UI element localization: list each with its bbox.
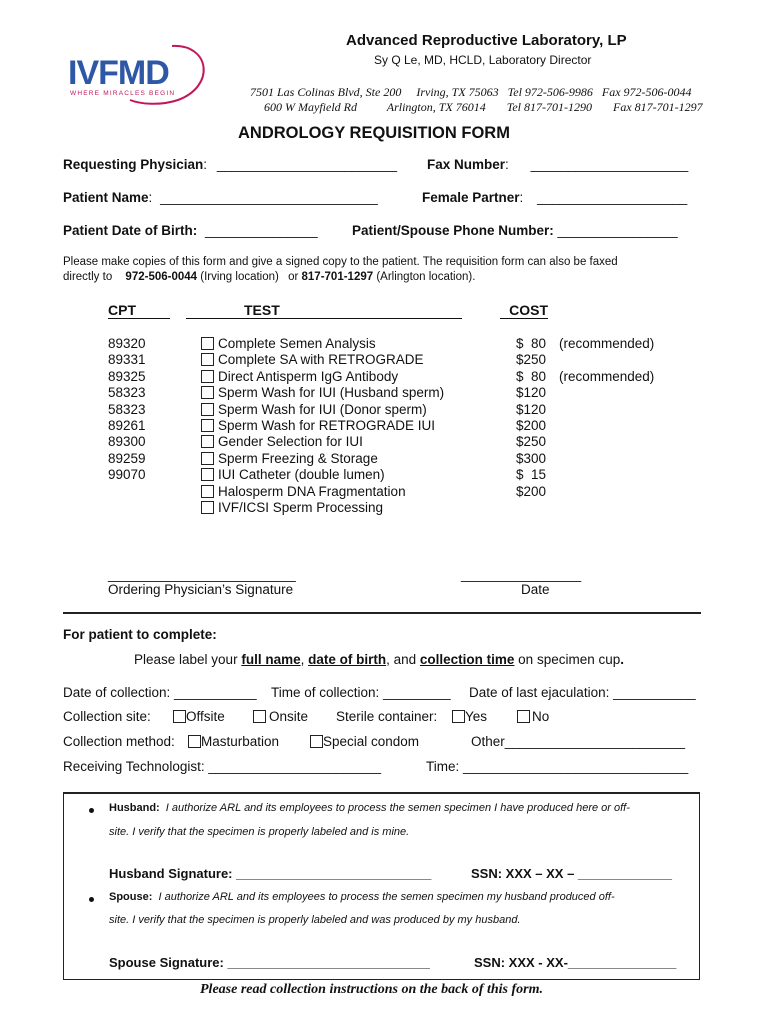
logo xyxy=(60,38,210,108)
test-label: Sperm Wash for IUI (Donor sperm) xyxy=(218,401,427,417)
spouse-signature-field[interactable]: Spouse Signature: ____________________________ xyxy=(109,955,430,970)
test-item[interactable] xyxy=(201,418,435,433)
yes-label: Yes xyxy=(465,709,488,724)
test-cost: $120 xyxy=(516,385,547,401)
test-item[interactable] xyxy=(201,385,444,400)
section-divider xyxy=(63,612,701,614)
logo-brand: IVFMD xyxy=(68,54,169,92)
receiving-technologist-field[interactable]: Receiving Technologist: _______________________ xyxy=(63,759,382,774)
label-period: . xyxy=(620,652,624,667)
instructions-line1: Please make copies of this form and give a signed copy to the patient. The requisition form can also be faxed xyxy=(63,256,618,268)
physician-signature-line[interactable]: _________________________ xyxy=(108,567,296,582)
onsite-label: Onsite xyxy=(269,709,309,724)
form-title: ANDROLOGY REQUISITION FORM xyxy=(238,124,510,142)
label-instruction-pre: Please label your xyxy=(134,652,242,667)
test-label: IVF/ICSI Sperm Processing xyxy=(218,500,384,515)
special-condom-option[interactable] xyxy=(310,734,419,749)
test-label: IUI Catheter (double lumen) xyxy=(218,467,385,483)
test-item[interactable] xyxy=(201,467,385,482)
husband-consent-label: Husband: xyxy=(109,802,160,814)
test-checkbox[interactable] xyxy=(201,353,214,366)
patient-name-row xyxy=(63,190,378,205)
fax-irving: 972-506-0044 xyxy=(125,271,198,283)
arlington-location: (Arlington location). xyxy=(376,271,476,283)
fax-number-label: Fax Number xyxy=(427,157,506,172)
date-label: Date xyxy=(521,582,550,597)
test-label: Complete SA with RETROGRADE xyxy=(218,352,424,368)
other-method-field[interactable]: Other________________________ xyxy=(471,734,685,749)
no-label: No xyxy=(532,709,550,724)
irving-location: (Irving location) xyxy=(200,271,279,283)
spouse-consent-text1: I authorize ARL and its employees to process the semen specimen my husband produced off- xyxy=(158,891,615,903)
instructions-directly: directly to xyxy=(63,271,113,283)
husband-bullet-icon xyxy=(89,808,94,813)
test-item[interactable] xyxy=(201,434,363,449)
label-full-name: full name xyxy=(241,652,301,667)
husband-consent-text2: site. I verify that the specimen is properly labeled and is mine. xyxy=(109,826,410,838)
collection-method-label: Collection method: xyxy=(63,734,175,749)
instructions-or: or xyxy=(288,271,299,283)
phone-row xyxy=(352,223,678,238)
cpt-code: 89259 xyxy=(108,450,146,466)
test-label: Sperm Wash for IUI (Husband sperm) xyxy=(218,385,445,401)
spouse-consent-text2: site. I verify that the specimen is properly labeled and was produced by my husband. xyxy=(109,914,521,926)
test-label: Sperm Freezing & Storage xyxy=(218,450,378,466)
fax-number-colon: : xyxy=(505,157,509,172)
fax-arlington: 817-701-1297 xyxy=(301,271,374,283)
phone-label: Patient/Spouse Phone Number: xyxy=(352,223,554,238)
offsite-checkbox[interactable] xyxy=(173,710,186,723)
test-label: Direct Antisperm IgG Antibody xyxy=(218,368,399,384)
patient-name-field[interactable]: _____________________________ xyxy=(160,190,378,205)
test-item[interactable] xyxy=(201,369,398,384)
husband-consent-text1: I authorize ARL and its employees to process the semen specimen I have produced here or off- xyxy=(165,802,630,814)
cpt-code: 89325 xyxy=(108,368,146,384)
female-partner-field[interactable]: ____________________ xyxy=(537,190,688,205)
patient-section-heading: For patient to complete: xyxy=(63,627,217,642)
requesting-physician-field[interactable]: ________________________ xyxy=(216,157,398,172)
label-comma-2: , and xyxy=(386,652,420,667)
husband-signature-field[interactable]: Husband Signature: ___________________________ xyxy=(109,866,432,881)
test-cost: $250 xyxy=(516,434,547,450)
test-checkbox[interactable] xyxy=(201,485,214,498)
test-item[interactable] xyxy=(201,336,376,351)
fax-number-field[interactable]: _____________________ xyxy=(530,157,689,172)
test-cost: $ 15 xyxy=(516,467,547,483)
physician-signature-label: Ordering Physician’s Signature xyxy=(108,582,294,597)
cpt-code: 58323 xyxy=(108,385,146,401)
spouse-bullet-icon xyxy=(89,897,94,902)
test-cost: $200 xyxy=(516,418,547,433)
offsite-option[interactable] xyxy=(173,709,225,724)
test-checkbox[interactable] xyxy=(201,452,214,465)
last-ejaculation-field[interactable]: Date of last ejaculation: ___________ xyxy=(469,685,696,700)
husband-consent-line1 xyxy=(109,802,630,814)
yes-option[interactable] xyxy=(452,709,487,724)
cpt-code: 89300 xyxy=(108,434,146,450)
dob-field[interactable]: _______________ xyxy=(205,223,318,238)
dob-label: Patient Date of Birth: xyxy=(63,223,198,238)
date-of-collection-field[interactable]: Date of collection: ___________ xyxy=(63,685,257,700)
org-name: Advanced Reproductive Laboratory, LP xyxy=(346,32,627,49)
special-condom-checkbox[interactable] xyxy=(310,735,323,748)
dob-row xyxy=(63,223,318,238)
test-label: Complete Semen Analysis xyxy=(218,336,376,351)
female-partner-label: Female Partner xyxy=(422,190,520,205)
label-dob: date of birth xyxy=(308,652,387,667)
no-checkbox[interactable] xyxy=(517,710,530,723)
spouse-consent-line1 xyxy=(109,891,615,903)
masturbation-label: Masturbation xyxy=(201,734,280,749)
cpt-code: 89320 xyxy=(108,336,146,351)
test-cost: $300 xyxy=(516,450,547,466)
test-item[interactable] xyxy=(201,451,378,466)
test-label: Sperm Wash for RETROGRADE IUI xyxy=(218,418,436,433)
header-cost: COST xyxy=(500,302,548,319)
no-option[interactable] xyxy=(517,709,549,724)
test-note: (recommended) xyxy=(559,368,655,384)
test-checkbox[interactable] xyxy=(201,468,214,481)
requesting-physician-colon: : xyxy=(203,157,208,172)
test-label: Gender Selection for IUI xyxy=(218,434,363,450)
test-item[interactable] xyxy=(201,402,427,417)
yes-checkbox[interactable] xyxy=(452,710,465,723)
header-cpt: CPT xyxy=(108,302,170,319)
patient-name-label: Patient Name xyxy=(63,190,149,205)
masturbation-option[interactable] xyxy=(188,734,279,749)
test-cost: $250 xyxy=(516,352,547,368)
test-checkbox[interactable] xyxy=(201,501,214,514)
spouse-consent-label: Spouse: xyxy=(109,891,153,903)
special-condom-label: Special condom xyxy=(323,734,420,749)
date-line[interactable]: ________________ xyxy=(461,567,582,582)
spouse-ssn-field[interactable]: SSN: XXX - XX-_______________ xyxy=(474,955,677,970)
receiving-time-field[interactable]: Time: ______________________________ xyxy=(426,759,689,774)
test-cost: $120 xyxy=(516,401,547,417)
test-cost: $ 80 xyxy=(516,336,547,351)
footer-note: Please read collection instructions on the back of this form. xyxy=(200,982,544,997)
test-item[interactable] xyxy=(201,484,406,499)
test-checkbox[interactable] xyxy=(201,370,214,383)
instructions-line2 xyxy=(63,271,475,283)
test-checkbox[interactable] xyxy=(201,435,214,448)
female-partner-colon: : xyxy=(519,190,524,205)
address-arlington: 600 W Mayfield Rd Arlington, TX 76014 Tel 817-701-1290 Fax 817-701-1297 xyxy=(264,100,703,114)
sterile-container-label: Sterile container: xyxy=(336,709,438,724)
husband-ssn-field[interactable]: SSN: XXX – XX – _____________ xyxy=(471,866,672,881)
label-instruction-post: on specimen cup xyxy=(514,652,621,667)
test-item[interactable] xyxy=(201,500,383,515)
test-checkbox[interactable] xyxy=(201,337,214,350)
test-item[interactable] xyxy=(201,352,424,367)
collection-site-label: Collection site: xyxy=(63,709,151,724)
label-comma-1: , xyxy=(300,652,309,667)
cpt-code: 99070 xyxy=(108,467,146,483)
header-test: TEST xyxy=(186,302,462,319)
test-cost: $ 80 xyxy=(516,368,547,384)
address-irving: 7501 Las Colinas Blvd, Ste 200 Irving, TX 75063 Tel 972-506-9986 Fax 972-506-0044 xyxy=(250,85,692,99)
onsite-option[interactable] xyxy=(253,709,308,724)
time-of-collection-field[interactable]: Time of collection: _________ xyxy=(271,685,451,700)
label-collection-time: collection time xyxy=(419,652,515,667)
logo-tagline: WHERE MIRACLES BEGIN xyxy=(70,90,176,97)
consent-box xyxy=(63,792,700,980)
cpt-code: 89331 xyxy=(108,352,146,368)
requesting-physician-label: Requesting Physician xyxy=(63,157,204,172)
requesting-physician-row xyxy=(63,157,397,172)
test-cost: $200 xyxy=(516,483,547,499)
masturbation-checkbox[interactable] xyxy=(188,735,201,748)
phone-field[interactable]: ________________ xyxy=(557,223,678,238)
test-note: (recommended) xyxy=(559,336,655,351)
fax-number-row xyxy=(427,157,688,172)
test-checkbox[interactable] xyxy=(201,419,214,432)
test-checkbox[interactable] xyxy=(201,403,214,416)
female-partner-row xyxy=(422,190,687,205)
lab-director: Sy Q Le, MD, HCLD, Laboratory Director xyxy=(374,53,592,67)
test-checkbox[interactable] xyxy=(201,386,214,399)
test-label: Halosperm DNA Fragmentation xyxy=(218,483,406,499)
label-instruction xyxy=(134,652,624,667)
offsite-label: Offsite xyxy=(186,709,225,724)
cpt-code: 58323 xyxy=(108,401,146,417)
patient-name-colon: : xyxy=(148,190,153,205)
cpt-code: 89261 xyxy=(108,418,146,433)
onsite-checkbox[interactable] xyxy=(253,710,266,723)
